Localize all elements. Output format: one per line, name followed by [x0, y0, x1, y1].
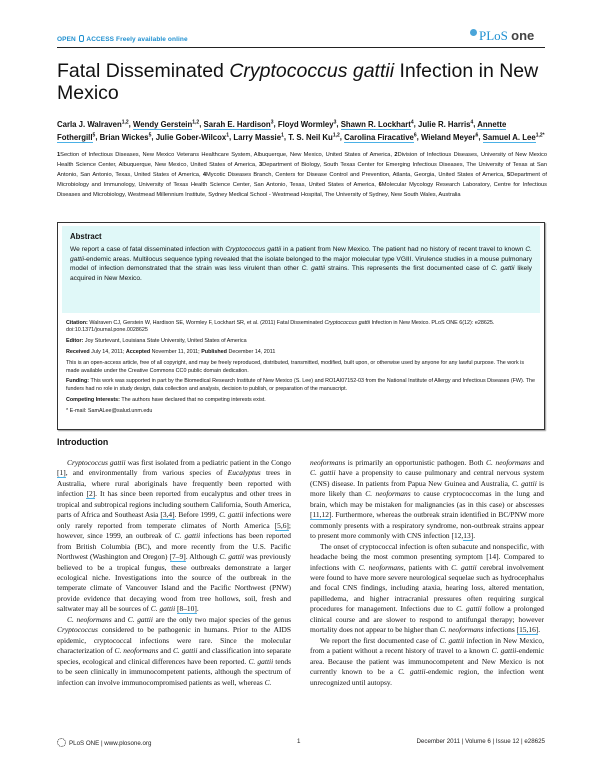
text-run: tends to be seen clinically in immunocompetent patients, although the spectrum of infection can involve immunocompromised patients as well, whereas: [57, 656, 292, 687]
body-column-right: [310, 458, 544, 688]
author-name: Floyd Wormley: [277, 119, 334, 129]
access-label: ACCESS Freely available online: [86, 36, 188, 43]
italic-text: C. gattii: [456, 604, 482, 614]
affiliation-number: 1: [57, 152, 61, 158]
body-paragraph: [310, 542, 544, 636]
reference-link[interactable]: 13]: [463, 531, 474, 541]
author-name: Wieland Meyer: [421, 132, 476, 142]
text-run: was previously believed to be a tropical fungus, these outbreaks demonstrate a larger ecological niche. Investigations into the source of the outbreak in the temperate climate of Vancouver Island and the Pacific Northwest (PNW) provide evidence that decaying wood from tree hollows, soil, fresh and saltwater may all be sources of: [57, 552, 292, 614]
author[interactable]: [341, 120, 414, 129]
italic-text: C. gattii: [451, 562, 477, 572]
text-run: strains. This represents the first documented case of: [325, 265, 492, 273]
text-run: July 14, 2011;: [89, 349, 126, 356]
author-affiliation-mark: 1,2: [332, 132, 340, 139]
italic-text: Eucalyptus: [227, 468, 261, 478]
text-run: The authors have declared that no competing interests exist.: [119, 396, 266, 403]
affiliation-number: 2: [394, 152, 398, 158]
author-name: Brian Wickes: [99, 132, 149, 142]
text-run: Joy Sturtevant, Louisiana State University, United States of America: [83, 338, 247, 345]
abstract-text: [70, 245, 532, 283]
reference-link[interactable]: [2]: [86, 489, 96, 499]
affiliation-text: Section of Infectious Diseases, New Mexico Veterans Healthcare System, Albuquerque, New Mexico, United States of America,: [60, 152, 395, 158]
metadata-label: Editor:: [66, 338, 84, 345]
text-run: infection in New Mexico, from a patient without a recent history of travel to a known: [310, 635, 544, 656]
text-run: The onset of cryptococcal infection is often subacute and nonspecific, with headache being the most common presenting symptom [14]. Compared to infections with: [310, 541, 544, 572]
bold-text: Accepted: [125, 349, 151, 356]
open-lock-icon: [79, 35, 84, 42]
author: [57, 120, 129, 129]
affiliation-text: Division of Infectious Diseases, University of New Mexico Health Science Center, Albuquerque, New Mexico, United States of America,: [57, 152, 547, 168]
metadata-line: [66, 349, 536, 356]
text-run: infections has been reported from British Columbia (BC), and more recently from the U.S. Pacific Northwest (Washington and Oregon): [57, 531, 292, 562]
text-run: and: [530, 458, 544, 467]
author: [233, 133, 283, 142]
author: [278, 120, 337, 129]
metadata-line: [66, 397, 536, 404]
text-run: . Although: [185, 552, 220, 562]
italic-text: C. gattii: [219, 552, 244, 562]
text-run: ; however, since 1999, an outbreak of: [57, 520, 291, 541]
author-name[interactable]: Sarah E. Hardison: [203, 119, 271, 129]
italic-text: C. neoformans: [67, 614, 112, 624]
reference-link[interactable]: [1]: [57, 468, 66, 478]
author: [421, 133, 478, 142]
reference-link[interactable]: [7–9]: [169, 552, 186, 562]
bold-text: Published: [201, 349, 227, 356]
body-paragraph: [310, 636, 544, 688]
author-affiliation-mark: 3: [270, 119, 274, 125]
body-paragraph: [57, 458, 291, 615]
reference-link[interactable]: [3,4]: [160, 510, 175, 520]
italic-text: C. gattii: [512, 478, 537, 488]
author-name: T. S. Neil Ku: [288, 132, 333, 142]
reference-link[interactable]: [5,6]: [274, 520, 289, 530]
text-run: . Before 1999,: [174, 510, 220, 520]
logo-plos: PLoS: [479, 28, 508, 43]
text-run: . Furthermore, whereas the outbreak strain identified in BC/PNW more commonly presents with a respiratory syndrome, non-outbreak strains appear to present more commonly with CNS infection [12,: [310, 510, 544, 541]
affiliation-text: Molecular Mycology Research Laboratory, Centre for Infectious Diseases and Microbiology, Westmead Millennium Institute, Sydney Medical School - Westmead Hospital, The University of Sydney, New South Wales, Australia: [57, 182, 548, 198]
italic-text: C. neoformans: [486, 458, 531, 467]
metadata-label: Funding:: [66, 378, 90, 385]
text-run: .: [196, 604, 199, 614]
affiliation-number: 3: [258, 162, 263, 168]
title-pre: Fatal Disseminated: [57, 60, 230, 82]
italic-text: Cryptococcus gattii: [324, 320, 370, 326]
text-run: have a propensity to cause pulmonary and central nervous system (CNS) disease. In patients from Papua New Guinea and Australia,: [310, 468, 544, 488]
footer-journal-text[interactable]: PLoS ONE | www.plosone.org: [69, 740, 152, 747]
author-list: Carla J. Walraven$^{1,2}$, Wendy Gerstein$^{1,2}$, Sarah E. Hardison$^3$, Floyd Wormley$^3$, Shawn R. Lockhart$^4$, Julie R. Harris$^4$, Annette Fothergill$^5$, Brian Wickes$^5$, Julie Gober-Wilcox$^1$, Larry Massie$^1$, T. S. Neil Ku$^{1,2}$, Carolina Firacative$^6$, Wieland Meyer$^6$, Samuel A. Lee$^{1,2*}$: [57, 119, 545, 142]
italic-text: C. gattii: [219, 510, 244, 520]
body-column-left: [57, 458, 291, 688]
reference-link[interactable]: [15,16]: [516, 625, 539, 635]
author[interactable]: [344, 133, 417, 142]
metadata-line: [66, 360, 536, 375]
logo-one: one: [511, 28, 535, 43]
text-run: -endemic areas. Multilocus sequence typing revealed that the isolate belonged to the major molecular type VGIII. Virulence studies in a mouse pulmonary model of infection demonstrated that the strain was less virulent than other: [70, 255, 532, 273]
metadata-label: Received: [66, 349, 90, 356]
page-number: 1: [297, 738, 301, 745]
text-run: .: [538, 625, 541, 635]
author-affiliation-mark: 3: [333, 119, 337, 125]
italic-text: C. neoformans: [439, 625, 484, 635]
author-affiliation-mark: 1: [281, 132, 284, 139]
author-name[interactable]: Samuel A. Lee: [482, 132, 536, 142]
body-paragraph: [57, 615, 291, 688]
italic-text: C. gattii: [398, 667, 426, 677]
text-run: infections were only rarely reported from temperate climates of North America: [57, 510, 292, 530]
author-affiliation-mark: 6: [475, 132, 479, 139]
italic-text: Cryptococcus: [57, 625, 98, 635]
title-italic: Cryptococcus gattii: [229, 60, 395, 82]
metadata-line: [66, 408, 536, 415]
text-run: Infection in New Mexico. PLoS ONE 6(12): e28625. doi:10.1371/journal.pone.0028625: [66, 320, 495, 334]
affiliation-number: 5: [507, 172, 511, 178]
affiliation-number: 4: [202, 172, 207, 178]
text-run: * E-mail: SamALee@salud.unm.edu: [66, 407, 153, 414]
italic-text: Cryptococcus gattii: [225, 246, 282, 253]
affiliations: [57, 150, 547, 200]
abstract-box: [57, 222, 545, 430]
text-run: We report a case of fatal disseminated infection with: [70, 246, 226, 253]
title-post: Infection in New Mexico: [57, 60, 539, 104]
metadata-line: [66, 378, 536, 393]
text-run: and: [158, 646, 173, 656]
affiliation-text: Mycotic Diseases Branch, Centers for Disease Control and Prevention, Atlanta, Georgia, United States of America,: [206, 172, 508, 178]
text-run: is primarily an opportunistic pathogen. Both: [345, 458, 487, 467]
italic-text: C. gattii: [248, 656, 274, 666]
text-run: This work was supported in part by the Biomedical Research Institute of New Mexico (S. Lee) and RO1AI07152-03 from the National Institute of Allergy and Infectious Diseases (FW). The funders had no role in study design, data collection and analysis, decision to publish, or preparation of the manuscript.: [66, 378, 536, 392]
italic-text: Cryptococcus gattii: [67, 458, 126, 467]
text-run: considered to be pathogenic in humans. Prior to the AIDS epidemic, cryptococcal infections were rare. Since the molecular characterization of: [57, 625, 291, 656]
text-run: is more likely than: [310, 478, 544, 499]
author-affiliation-mark: 5: [92, 132, 96, 139]
italic-text: C. neoformans: [358, 562, 404, 572]
text-run: We report the first documented case of: [320, 635, 440, 645]
open-label: OPEN: [57, 36, 76, 43]
affiliation-number: 6: [378, 182, 382, 188]
header-rule: [57, 47, 545, 48]
italic-text: C. gattii: [174, 531, 201, 541]
introduction-heading: Introduction: [57, 437, 109, 447]
text-run: Walraven CJ, Gerstein W, Hardison SE, Wormley F, Lockhart SR, et al. (2011) Fatal Disseminated: [87, 320, 325, 326]
body-paragraph: [310, 458, 544, 542]
text-run: December 14, 2011: [226, 349, 276, 356]
text-run: , and environmentally from various species of: [65, 468, 228, 478]
author[interactable]: [204, 120, 274, 129]
author[interactable]: [133, 120, 199, 129]
reference-link[interactable]: [8–10]: [177, 604, 197, 614]
italic-text: C. gattii: [491, 646, 517, 656]
italic-text: C. neoformans: [114, 646, 159, 656]
text-run: , patients with: [403, 562, 452, 572]
italic-text: C. gattii: [150, 604, 176, 614]
text-run: cerebral involvement were found to have more severe neurological sequelae such as hydrocephalus and focal CNS findings, including ataxia, hearing loss, altered mentation, papilledema, and higher intracranial pressures often requiring surgical procedures for management. Infections due to: [310, 562, 544, 614]
footer-journal: [57, 738, 151, 747]
text-run: likely acquired in New Mexico.: [70, 265, 532, 282]
author-affiliation-mark: 1,2*: [535, 132, 545, 139]
author: [100, 133, 152, 142]
plos-footer-icon: [57, 738, 66, 747]
author-affiliation-mark: 1: [226, 132, 230, 139]
author-name[interactable]: Wendy Gerstein: [133, 119, 193, 129]
affiliation-text: Department of Microbiology and Immunology, University of Texas Health Science Center, San Antonio, Texas, United States of America,: [57, 172, 547, 188]
text-run: infections: [483, 625, 517, 635]
author-name[interactable]: Shawn R. Lockhart: [340, 119, 411, 129]
italic-text: neoformans: [310, 458, 346, 467]
author: [156, 133, 229, 142]
author-name[interactable]: Carolina Firacative: [344, 132, 414, 142]
author-affiliation-mark: 6: [413, 132, 417, 139]
text-run: was first isolated from a pediatric patient in the Congo: [125, 458, 291, 467]
text-run: . It has since been reported from eucalyptus and other trees in tropical and subtropical regions including southern California, South America, parts of Africa and Southeast Asia: [57, 489, 291, 520]
footer-issue: December 2011 | Volume 6 | Issue 12 | e28625: [416, 738, 545, 745]
article-metadata: [66, 320, 536, 419]
plos-one-logo: [470, 28, 534, 44]
italic-text: C. gattii: [491, 265, 515, 273]
author: [288, 133, 340, 142]
italic-text: C. gattii: [70, 246, 532, 263]
author-name: Larry Massie: [233, 132, 282, 142]
text-run: are the only two major species of the genus: [152, 614, 291, 624]
text-run: and classification into separate species, ecological and clinical differences have been reported.: [57, 646, 291, 666]
abstract-heading: Abstract: [70, 232, 102, 241]
text-run: trees in Australia, where rural aboriginals have frequently been reported with infection: [57, 468, 291, 499]
reference-link[interactable]: [11,12]: [310, 510, 332, 520]
author-affiliation-mark: 1,2: [121, 119, 129, 125]
author-name[interactable]: Annette Fothergill: [57, 119, 507, 142]
italic-text: C. gattii: [439, 635, 465, 645]
italic-text: C. gattii: [301, 265, 325, 273]
author-affiliation-mark: 1,2: [192, 119, 200, 125]
metadata-label: Competing Interests:: [66, 396, 120, 403]
author-affiliation-mark: 5: [148, 132, 152, 139]
author[interactable]: [483, 133, 545, 142]
author-affiliation-mark: 4: [470, 119, 474, 125]
plos-logo-icon: [470, 29, 477, 36]
text-run: .: [473, 531, 476, 541]
metadata-line: [66, 320, 536, 335]
author-name: Julie R. Harris: [418, 119, 471, 129]
article-title: [57, 60, 547, 104]
metadata-line: [66, 338, 536, 345]
text-run: This is an open-access article, free of all copyright, and may be freely reproduced, distributed, transmitted, modified, built upon, or otherwise used by anyone for any lawful purpose. The work is made available under the Creative Commons CC0 public domain dedication.: [66, 360, 525, 374]
italic-text: C.: [264, 677, 272, 687]
text-run: in a patient from New Mexico. The patient had no history of recent travel to known: [281, 246, 526, 253]
text-run: and: [111, 614, 128, 624]
text-run: to cause cryptococcomas in the lung and brain, which may be mistaken for malignancies (as in this case) or abscesses: [310, 489, 544, 509]
author-name: Julie Gober-Wilcox: [155, 132, 227, 142]
affiliation-text: Department of Biology, South Texas Center for Emerging Infectious Diseases, The University of Texas at San Antonio, San Antonio, Texas, United States of America,: [57, 162, 547, 178]
open-access-banner: [57, 35, 188, 43]
italic-text: C. gattii: [172, 646, 198, 656]
author-affiliation-mark: 4: [410, 119, 414, 125]
italic-text: C. gattii: [127, 614, 153, 624]
text-run: follow a prolonged clinical course and are slower to respond to antifungal therapy; however mortality does not appear to be higher than: [310, 604, 544, 635]
text-run: -endemic area. Because the patient was immunocompetent and New Mexico is not currently known to be a: [310, 646, 544, 677]
italic-text: C. gattii: [310, 468, 336, 478]
text-run: -endemic region, the infection went unrecognized until autopsy.: [310, 667, 544, 687]
author-name: Carla J. Walraven: [57, 119, 122, 129]
text-run: November 11, 2011;: [150, 349, 202, 356]
italic-text: C. neoformans: [365, 489, 411, 499]
author: [418, 120, 473, 129]
metadata-label: Citation:: [66, 320, 88, 326]
abstract-panel: [62, 226, 540, 313]
